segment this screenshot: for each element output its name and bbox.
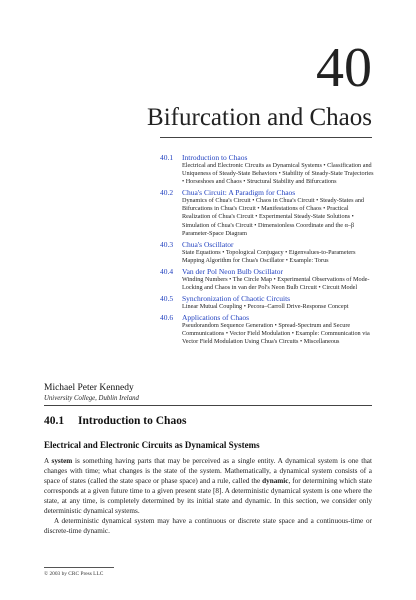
section-title: Introduction to Chaos xyxy=(78,415,187,427)
toc-entry-description: Winding Numbers • The Circle Map • Experimental Observations of Mode-Locking and Chaos in van der Pol's Neon Bulb Circuit • Circuit Model xyxy=(182,275,370,292)
toc-entry-number: 40.4 xyxy=(160,266,174,276)
toc-entry xyxy=(160,313,374,346)
term-system: system xyxy=(51,457,73,465)
toc-entry-body xyxy=(182,313,374,346)
toc-entry xyxy=(160,240,374,265)
toc-link-chuas-oscillator[interactable]: Chua's Oscillator xyxy=(182,239,234,249)
toc-entry-description: Electrical and Electronic Circuits as Dynamical Systems • Classification and Uniqueness of Steady-State Behaviors • Stability of Steady-State Trajectories • Horseshoes and Chaos • Structural Stability and Bifurcations xyxy=(182,162,374,186)
footer-rule xyxy=(44,567,114,568)
toc-entry-description: Dynamics of Chua's Circuit • Chaos in Chua's Circuit • Steady-States and Bifurcations in Chua's Circuit • Manifestations of Chaos • Practical Realization of Chua's Circuit • Experimental Steady-State Solutions • Simulation of Chua's Circuit • Dimensionless Coordinate and the α–β Parameter-Space Diagram xyxy=(182,197,365,237)
toc-entry-number: 40.5 xyxy=(160,294,174,304)
body-paragraph xyxy=(44,457,372,516)
section-number: 40.1 xyxy=(44,415,65,427)
toc-entry-number: 40.6 xyxy=(160,313,174,323)
toc-link-chuas-circuit[interactable]: Chua's Circuit: A Paradigm for Chaos xyxy=(182,188,296,198)
term-dynamic: dynamic xyxy=(262,476,289,485)
toc-link-van-der-pol[interactable]: Van der Pol Neon Bulb Oscillator xyxy=(182,266,284,276)
author-name: Michael Peter Kennedy xyxy=(44,383,134,393)
chapter-rule xyxy=(160,137,372,138)
toc-link-applications-of-chaos[interactable]: Applications of Chaos xyxy=(182,313,250,323)
toc-entry-description: Pseudorandom Sequence Generation • Spread-Spectrum and Secure Communications • Vector Field Modulation • Example: Communication via Vector Field Modulation Using Chua's Circuits • Miscellaneous xyxy=(182,322,370,346)
toc-entry-description: State Equations • Topological Conjugacy • Eigenvalues-to-Parameters Mapping Algorithm for Chua's Oscillator • Example: Torus xyxy=(182,248,356,264)
copyright-notice: © 2003 by CRC Press LLC xyxy=(44,571,104,577)
toc-entry-number: 40.1 xyxy=(160,153,174,162)
paragraph-text: , for determining which state corresponds at a given future time to a given present state [8]. A deterministic dynamical system is one where the state, at any time, is completely determined by its initial state and dynamic. In this section, we consider only deterministic dynamical systems. xyxy=(44,476,372,515)
toc-entry-body xyxy=(182,240,374,265)
section-rule xyxy=(44,405,372,406)
toc-entry xyxy=(160,294,374,311)
table-of-contents xyxy=(160,153,374,349)
toc-entry-body xyxy=(182,294,374,311)
toc-link-introduction-to-chaos[interactable]: Introduction to Chaos xyxy=(182,153,248,162)
toc-entry-body xyxy=(182,188,374,237)
toc-entry-body xyxy=(182,267,374,292)
toc-entry xyxy=(160,153,374,186)
body-paragraph: A deterministic dynamical system may have a continuous or discrete state space and a continuous-time or discrete-time dynamic. xyxy=(44,517,372,535)
toc-entry xyxy=(160,188,374,237)
toc-entry-body xyxy=(182,153,374,186)
toc-entry-description: Linear Mutual Coupling • Pecora–Carroll Drive-Response Concept xyxy=(182,303,349,311)
toc-link-synchronization[interactable]: Synchronization of Chaotic Circuits xyxy=(182,294,291,304)
subsection-title: Electrical and Electronic Circuits as Dynamical Systems xyxy=(44,440,260,450)
toc-entry-number: 40.3 xyxy=(160,239,174,249)
paragraph-text: is something having parts that may be perceived as a single entity. A dynamical system is one that changes with time; what changes is the state of the system. Mathematically, a dynamical system consists of a space of states (called the state space or phase space) and a rule, called the xyxy=(44,457,372,485)
paragraph-text: A xyxy=(44,457,52,465)
chapter-number: 40 xyxy=(316,37,372,99)
toc-entry-number: 40.2 xyxy=(160,188,174,198)
author-affiliation: University College, Dublin Ireland xyxy=(44,395,139,402)
toc-entry xyxy=(160,267,374,292)
chapter-title: Bifurcation and Chaos xyxy=(147,104,372,131)
